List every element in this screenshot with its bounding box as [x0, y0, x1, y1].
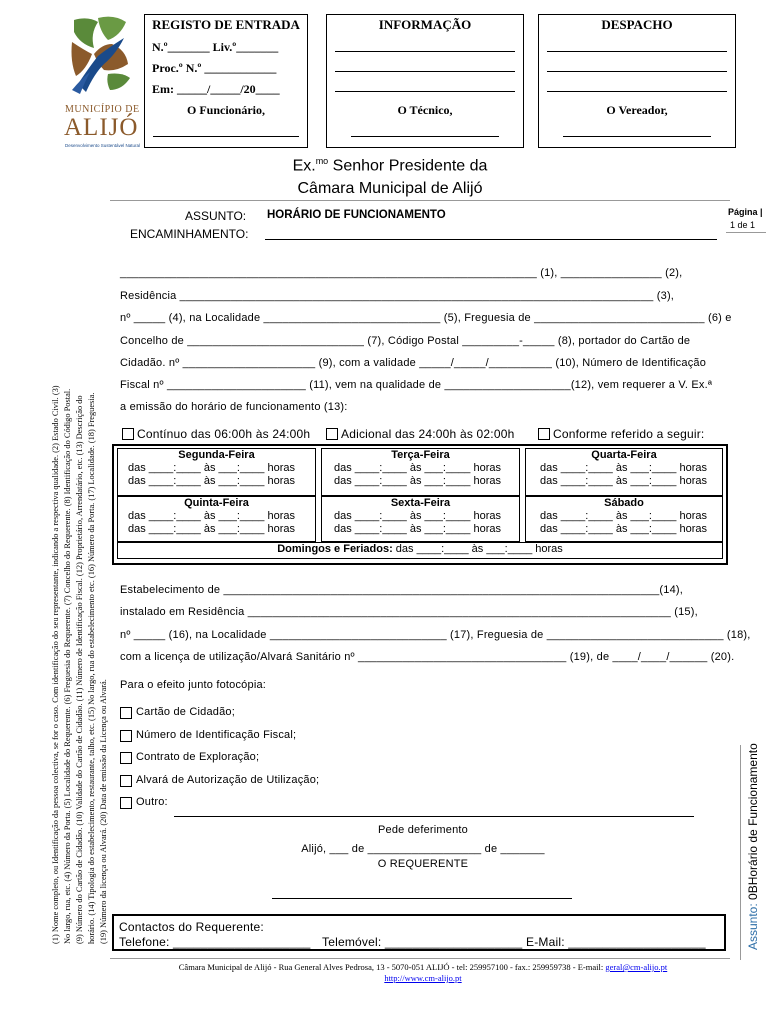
attach-outro-checkbox[interactable]	[120, 797, 132, 809]
despacho-line[interactable]	[547, 71, 727, 72]
addressee	[240, 150, 540, 200]
assunto-value: HORÁRIO DE FUNCIONAMENTO	[267, 209, 446, 221]
logo-tagline: Desenvolvimento Sustentável Natural	[65, 143, 141, 148]
day-title: Quinta-Feira	[184, 497, 249, 509]
despacho-signature-line[interactable]	[563, 136, 711, 137]
addressee-line2: Câmara Municipal de Alijó	[297, 180, 483, 198]
day-title: Sexta-Feira	[390, 497, 451, 509]
establishment-line1[interactable]: Estabelecimento de _____________________________________________________________________(14),	[120, 584, 684, 596]
applicant-line3[interactable]: nº _____ (4), na Localidade ____________________________ (5), Freguesia de ___________________________ (6) e	[120, 312, 732, 324]
right-margin-prefix: Assunto:	[746, 899, 760, 950]
schedule-wednesday	[525, 448, 723, 496]
option-continuo-label: Contínuo das 06:00h às 24:00h	[137, 427, 311, 441]
registo-line3: Em: _____/_____/20____	[152, 82, 280, 96]
attach-cartao-label: Cartão de Cidadão;	[136, 706, 235, 718]
schedule-time-row[interactable]: das ____:____ às ___:____ horas	[334, 523, 501, 535]
attach-outro-field[interactable]	[174, 816, 694, 817]
schedule-time-row[interactable]: das ____:____ às ___:____ horas	[540, 462, 707, 474]
schedule-sunday-holidays[interactable]	[117, 542, 723, 559]
despacho-role: O Vereador,	[606, 103, 668, 117]
schedule-time-row[interactable]: das ____:____ às ___:____ horas	[540, 475, 707, 487]
attach-nif-checkbox[interactable]	[120, 730, 132, 742]
registo-title: REGISTO DE ENTRADA	[152, 17, 300, 32]
page-label: Página |	[728, 207, 763, 217]
sunday-label: Domingos e Feriados:	[277, 543, 393, 555]
requerente-signature-line[interactable]	[272, 898, 572, 899]
applicant-line5[interactable]: Cidadão. nº _____________________ (9), com a validade _____/_____/__________ (10), Número de Identificação	[120, 357, 707, 369]
registo-line2: Proc.º N.º ____________	[152, 61, 277, 75]
side-note-line: (9) Número do Cartão de Cidadão. (10) Validade do Cartão de Cidadão. (11) Número de Identificação Fiscal. (12) Proprietário, Arrendatário, etc. (13) Descrição do	[75, 395, 84, 944]
applicant-line4[interactable]: Concelho de ____________________________ (7), Código Postal _________-_____ (8), portador do Cartão de	[120, 335, 691, 347]
schedule-saturday	[525, 496, 723, 542]
informacao-line[interactable]	[335, 91, 515, 92]
applicant-line6[interactable]: Fiscal nº ______________________ (11), vem na qualidade de ____________________(12), vem requerer a V. Ex.ª	[120, 379, 713, 391]
encaminhamento-label: ENCAMINHAMENTO:	[130, 227, 249, 241]
registo-role: O Funcionário,	[186, 103, 265, 117]
schedule-time-row[interactable]: das ____:____ às ___:____ horas	[128, 462, 295, 474]
attach-contrato-checkbox[interactable]	[120, 752, 132, 764]
attach-contrato-label: Contrato de Exploração;	[136, 751, 260, 763]
applicant-line1[interactable]: __________________________________________________________________ (1), ________________ (2),	[120, 267, 683, 279]
footer-email-link[interactable]: geral@cm-alijo.pt	[605, 962, 668, 972]
schedule-monday	[117, 448, 316, 496]
establishment-line3[interactable]: nº _____ (16), na Localidade ____________________________ (17), Freguesia de ____________________________ (18),	[120, 629, 751, 641]
option-continuo-checkbox[interactable]	[122, 428, 134, 440]
right-margin-divider	[740, 745, 741, 960]
logo-name-line1: MUNICÍPIO DE	[65, 104, 140, 115]
schedule-time-row[interactable]: das ____:____ às ___:____ horas	[128, 523, 295, 535]
closing-requerente: O REQUERENTE	[377, 858, 469, 870]
establishment-line4[interactable]: com a licença de utilização/Alvará Sanitário nº _________________________________ (19), de ____/____/______ (20).	[120, 651, 735, 663]
schedule-time-row[interactable]: das ____:____ às ___:____ horas	[540, 523, 707, 535]
informacao-title: INFORMAÇÃO	[378, 17, 472, 32]
schedule-tuesday	[321, 448, 520, 496]
footer-website[interactable]: http://www.cm-alijo.pt	[384, 973, 462, 983]
contacts-box	[112, 914, 726, 951]
schedule-time-row[interactable]: das ____:____ às ___:____ horas	[334, 510, 501, 522]
attach-cartao-checkbox[interactable]	[120, 707, 132, 719]
option-adicional-checkbox[interactable]	[326, 428, 338, 440]
option-conforme-label: Conforme referido a seguir:	[553, 427, 705, 441]
attachments-intro: Para o efeito junto fotocópia:	[120, 679, 267, 691]
contacts-mobile[interactable]: Telemóvel: ____________________	[322, 935, 523, 949]
header-divider	[110, 200, 730, 201]
applicant-line2[interactable]: Residência ___________________________________________________________________________ (3),	[120, 290, 675, 302]
logo-name-line2: ALIJÓ	[64, 114, 139, 141]
contacts-title: Contactos do Requerente:	[119, 920, 264, 934]
informacao-line[interactable]	[335, 51, 515, 52]
attach-alvara-label: Alvará de Autorização de Utilização;	[136, 774, 320, 786]
day-title: Segunda-Feira	[178, 449, 255, 461]
schedule-time-row[interactable]: das ____:____ às ___:____ horas	[128, 475, 295, 487]
schedule-time-row[interactable]: das ____:____ às ___:____ horas	[128, 510, 295, 522]
despacho-title: DESPACHO	[601, 17, 673, 32]
side-note-line: No largo, rua, etc. (4) Número da Porta. (5) Localidade do Requerente. (6) Freguesia do Requerente. (7) Concelho do Requerente. (8) Identificação do Código Postal.	[63, 388, 72, 944]
footer-divider	[110, 958, 730, 959]
assunto-label: ASSUNTO:	[185, 209, 247, 223]
day-title: Terça-Feira	[391, 449, 450, 461]
side-notes	[50, 385, 110, 944]
closing-pede: Pede deferimento	[377, 824, 469, 836]
closing-date-line[interactable]: Alijó, ___ de __________________ de _______	[301, 843, 545, 855]
informacao-line[interactable]	[335, 71, 515, 72]
establishment-line2[interactable]: instalado em Residência ___________________________________________________________________ (15),	[120, 606, 698, 618]
logo-emblem-icon	[68, 14, 134, 96]
applicant-line7: a emissão do horário de funcionamento (13):	[120, 401, 348, 413]
registo-line1: N.º_______ Liv.º_______	[152, 40, 279, 54]
attach-nif-label: Número de Identificação Fiscal;	[136, 729, 297, 741]
schedule-friday	[321, 496, 520, 542]
page-value: 1 de 1	[730, 220, 756, 230]
despacho-line[interactable]	[547, 91, 727, 92]
day-title: Quarta-Feira	[591, 449, 657, 461]
informacao-role: O Técnico,	[397, 103, 453, 117]
side-note-line: (19) Número da licença ou Alvará. (20) Data de emissão da Licença ou Alvará.	[99, 679, 108, 944]
contacts-email[interactable]: E-Mail: ____________________	[526, 935, 706, 949]
attach-alvara-checkbox[interactable]	[120, 775, 132, 787]
attach-outro-label: Outro:	[136, 796, 168, 808]
sunday-time-row[interactable]: das ____:____ às ___:____ horas	[392, 543, 563, 555]
option-adicional-label: Adicional das 24:00h às 02:00h	[341, 427, 515, 441]
registo-signature-line[interactable]	[153, 136, 299, 137]
footer-address	[0, 962, 770, 972]
schedule-time-row[interactable]: das ____:____ às ___:____ horas	[334, 462, 501, 474]
side-note-line: horário. (14) Tipologia do estabelecimento, restaurante, talho, etc. (15) No largo, rua do estabelecimento etc. (16) Número da Porta. (17) Localidade. (18) Freguesia.	[87, 392, 96, 944]
side-note-line: (1) Nome completo, ou Identificação da pessoa colectiva, se for o caso. Com identificação do seu representante, indicando a respectiva qualidade. (2) Estado Civil. (3)	[51, 385, 60, 944]
schedule-table	[112, 444, 728, 565]
despacho-line[interactable]	[547, 51, 727, 52]
schedule-time-row[interactable]: das ____:____ às ___:____ horas	[540, 510, 707, 522]
addressee-line1: Ex.$^{mo}$ Senhor Presidente da	[292, 156, 488, 175]
informacao-box	[326, 14, 524, 148]
right-margin-subject	[746, 743, 760, 950]
right-margin-value: 0BHorário de Funcionamento	[746, 743, 760, 900]
footer-address-text: Câmara Municipal de Alijó - Rua General Alves Pedrosa, 13 - 5070-051 ALIJÓ - tel: 259957100 - fax.: 259959738 - E-mail:	[178, 962, 606, 972]
schedule-thursday	[117, 496, 316, 542]
schedule-time-row[interactable]: das ____:____ às ___:____ horas	[334, 475, 501, 487]
encaminhamento-field[interactable]	[265, 239, 717, 240]
informacao-signature-line[interactable]	[351, 136, 499, 137]
despacho-box	[538, 14, 736, 148]
registo-box	[144, 14, 308, 148]
page-info-divider	[726, 232, 766, 233]
day-title: Sábado	[604, 497, 644, 509]
logo	[62, 14, 142, 149]
option-conforme-checkbox[interactable]	[538, 428, 550, 440]
contacts-phone[interactable]: Telefone: ____________________	[119, 935, 311, 949]
